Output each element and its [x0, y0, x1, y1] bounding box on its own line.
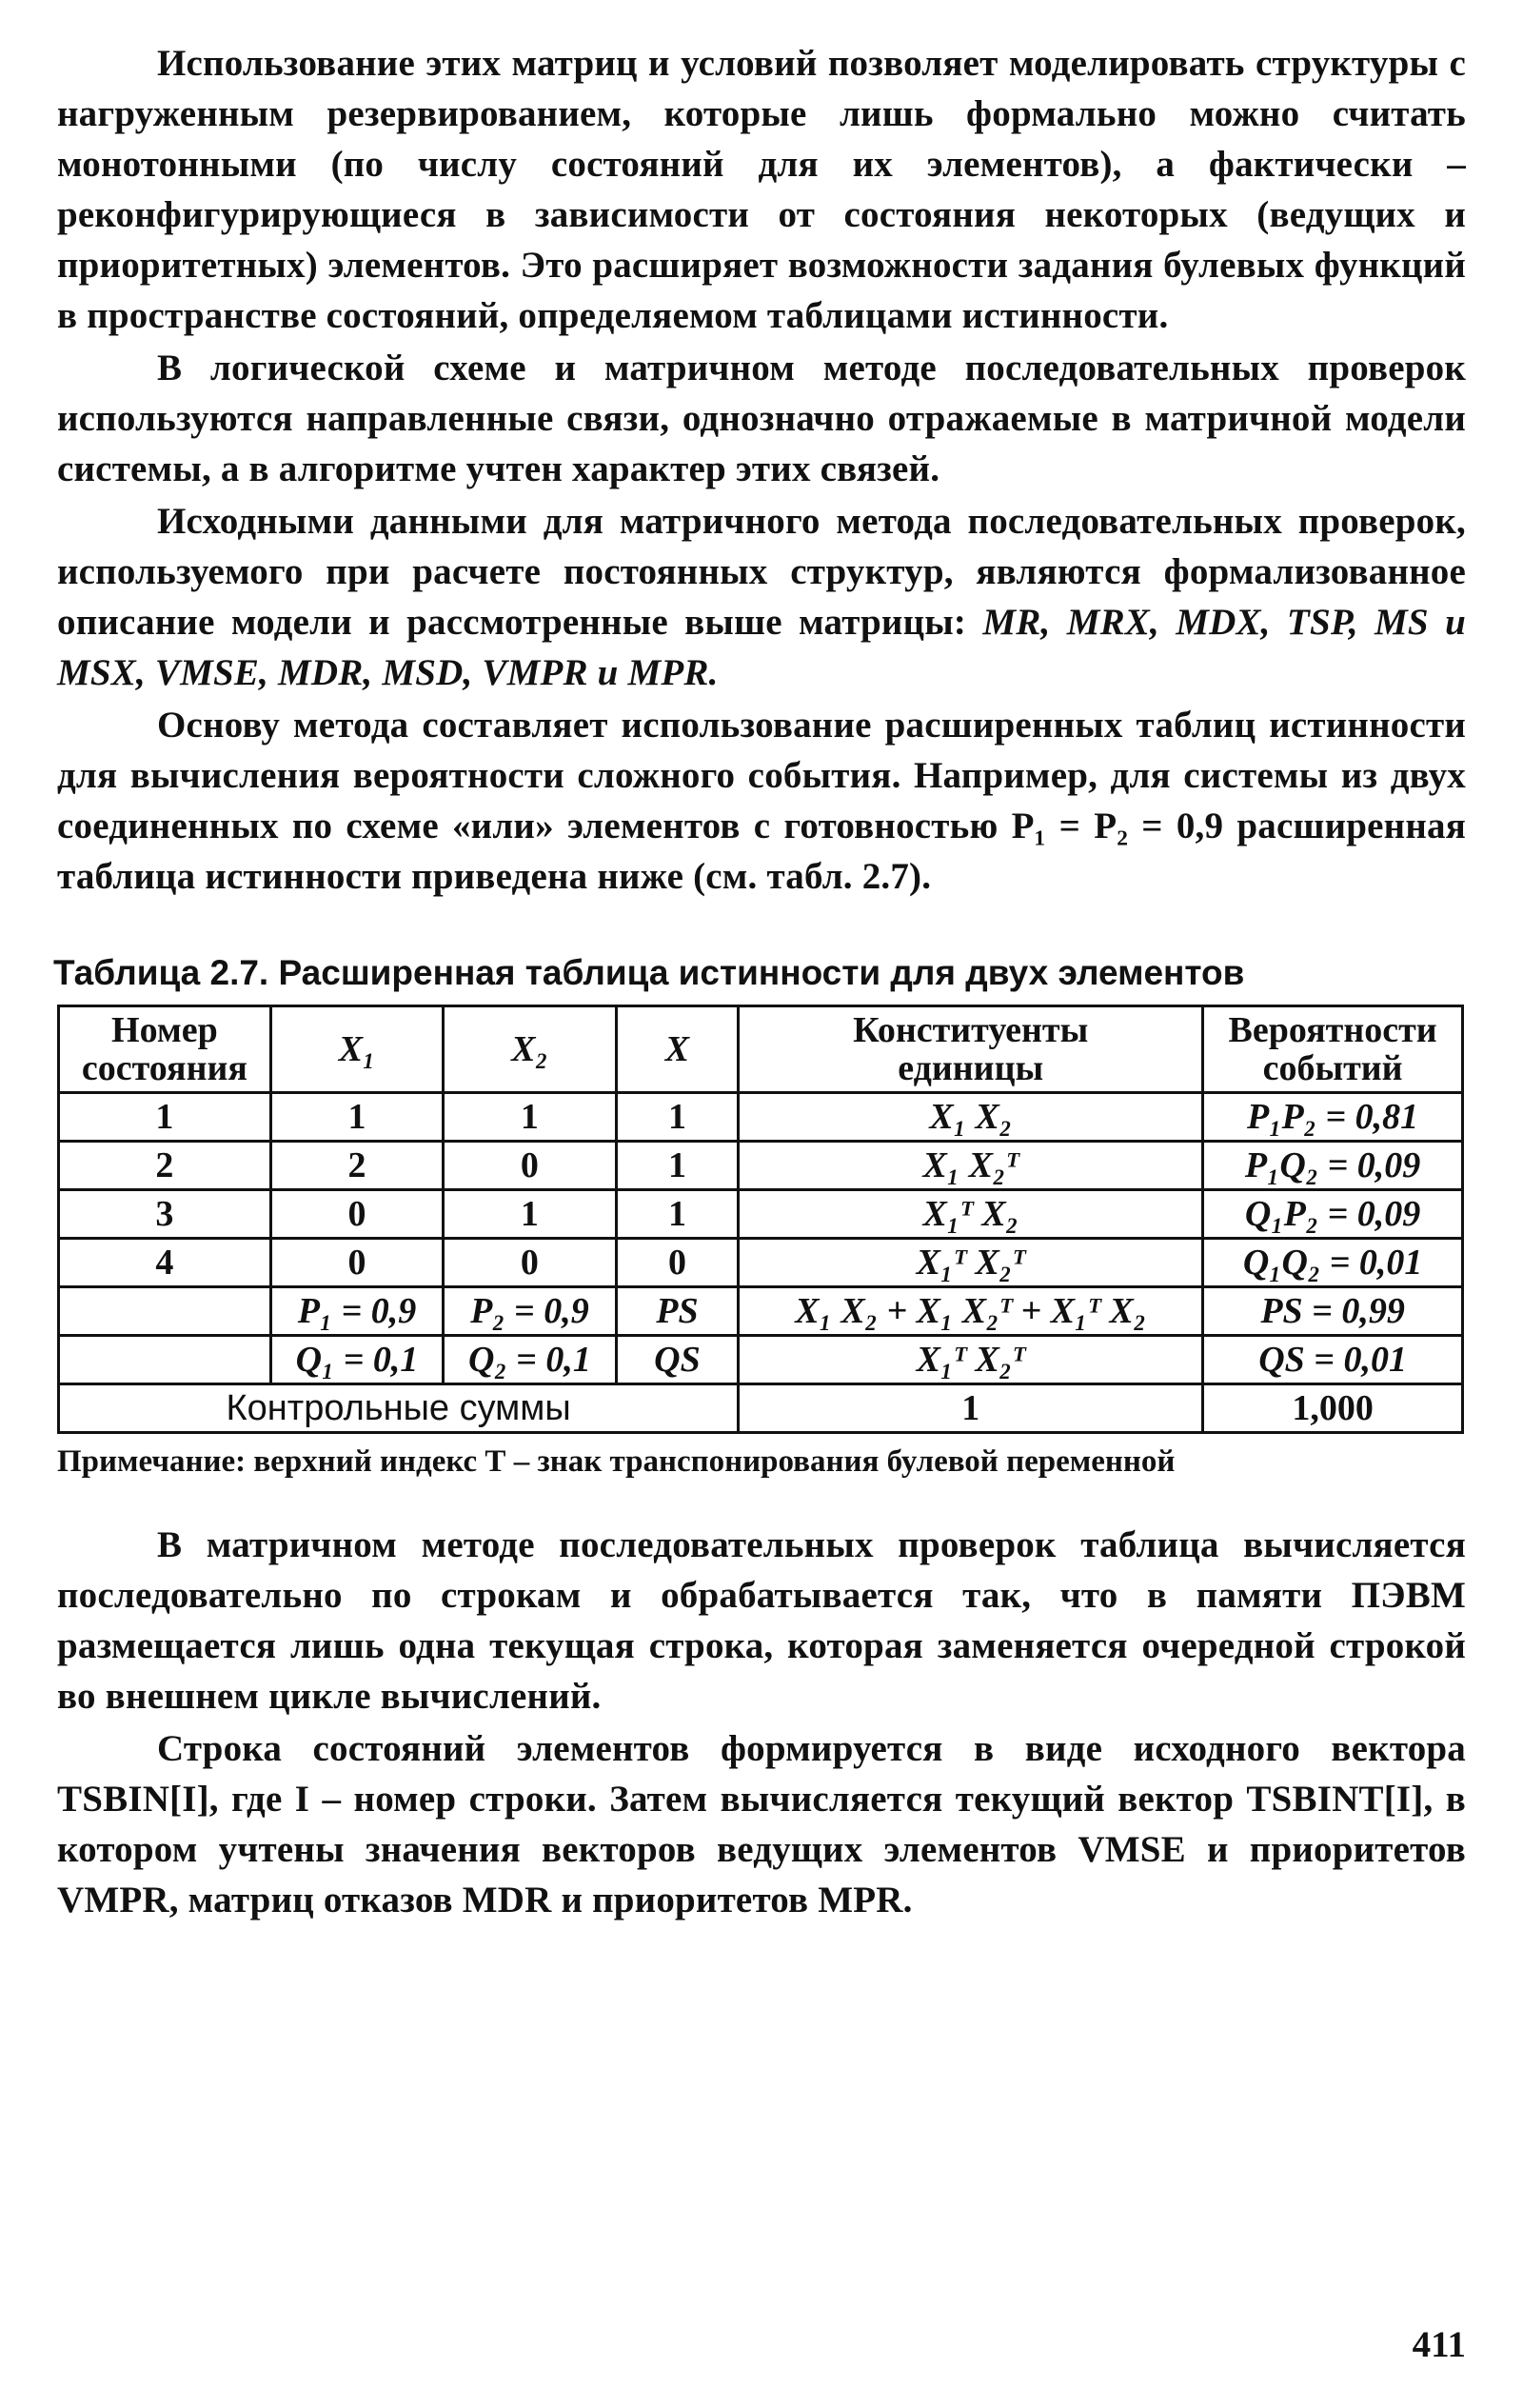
cell-probability: P₁Q₂ = 0,09 [1203, 1142, 1463, 1190]
cell-x2: 1 [444, 1190, 616, 1239]
cell-state [59, 1287, 271, 1336]
cell-x1: Q₁ = 0,1 [270, 1336, 443, 1384]
cell-x2: 0 [444, 1142, 616, 1190]
table-row [59, 1190, 1463, 1239]
cell-x2: 1 [444, 1093, 616, 1142]
page-content [53, 38, 1466, 1925]
cell-x1: 0 [270, 1239, 443, 1287]
cell-state: 1 [59, 1093, 271, 1142]
paragraph-6: Строка состояний элементов формируется в виде исходного вектора TSBIN[I], где I – номер строки. Затем вычисляется текущий вектор TSBINT[I], в котором учтены значения векторов ведущих элементов VMSE и приоритетов VMPR, матриц отказов MDR и приоритетов MPR. [57, 1728, 1466, 1920]
paragraph-3-text: Исходными данными для матричного метода последовательных проверок, используемого при расчете постоянных структур, являются формализованное описание модели и рассмотренные выше матрицы: [57, 501, 1466, 643]
cell-probability: QS = 0,01 [1203, 1336, 1463, 1384]
cell-x1: 0 [270, 1190, 443, 1239]
cell-state: 2 [59, 1142, 271, 1190]
table-header-row [59, 1006, 1463, 1093]
paragraph-4: Основу метода составляет использование расширенных таблиц истинности для вычисления вероятности сложного события. Например, для системы из двух соединенных по схеме «или» элементов с готовностью P₁ = P₂ = 0,9 расширенная таблица истинности приведена ниже (см. табл. 2.7). [57, 705, 1466, 897]
cell-x: 0 [616, 1239, 739, 1287]
header-state: Номер состояния [59, 1006, 271, 1093]
cell-probability: Q₁Q₂ = 0,01 [1203, 1239, 1463, 1287]
table-caption: Таблица 2.7. Расширенная таблица истинности для двух элементов [53, 953, 1245, 992]
header-constituents: Конституенты единицы [739, 1006, 1203, 1093]
page-number: 411 [1412, 2324, 1466, 2365]
cell-x2: 0 [444, 1239, 616, 1287]
cell-x: 1 [616, 1093, 739, 1142]
cell-constituent: X₁ X₂ + X₁ X₂ᵀ + X₁ᵀ X₂ [739, 1287, 1203, 1336]
table-row [59, 1239, 1463, 1287]
cell-x2: Q₂ = 0,1 [444, 1336, 616, 1384]
table-row [59, 1287, 1463, 1336]
cell-x: QS [616, 1336, 739, 1384]
cell-probability: Q₁P₂ = 0,09 [1203, 1190, 1463, 1239]
cell-probability: PS = 0,99 [1203, 1287, 1463, 1336]
cell-state [59, 1336, 271, 1384]
cell-constituent: X₁ X₂ᵀ [739, 1142, 1203, 1190]
table-row [59, 1093, 1463, 1142]
control-sum-probabilities: 1,000 [1203, 1384, 1463, 1433]
table-row [59, 1142, 1463, 1190]
cell-x: 1 [616, 1190, 739, 1239]
header-x2: X₂ [444, 1006, 616, 1093]
cell-state: 4 [59, 1239, 271, 1287]
cell-x: 1 [616, 1142, 739, 1190]
paragraph-3 [57, 496, 1466, 698]
cell-constituent: X₁ X₂ [739, 1093, 1203, 1142]
cell-x1: 2 [270, 1142, 443, 1190]
cell-probability: P₁P₂ = 0,81 [1203, 1093, 1463, 1142]
table-control-row [59, 1384, 1463, 1433]
header-x: X [616, 1006, 739, 1093]
paragraph-2: В логической схеме и матричном методе последовательных проверок используются направленные связи, однозначно отражаемые в матричной модели системы, а в алгоритме учтен характер этих связей. [57, 348, 1466, 489]
paragraph-5: В матричном методе последовательных проверок таблица вычисляется последовательно по строкам и обрабатывается так, что в памяти ПЭВМ размещается лишь одна текущая строка, которая заменяется очередной строкой во внешнем цикле вычислений. [57, 1524, 1466, 1717]
table-note: Примечание: верхний индекс Т – знак транспонирования булевой переменной [57, 1444, 1176, 1479]
bottom-text [57, 1520, 1466, 1925]
table-row [59, 1336, 1463, 1384]
control-sum-constituents: 1 [739, 1384, 1203, 1433]
cell-constituent: X₁ᵀ X₂ᵀ [739, 1239, 1203, 1287]
cell-state: 3 [59, 1190, 271, 1239]
matrices-list: MR, MRX, MDX, TSP, MS и MSX, VMSE, MDR, MSD, VMPR и MPR. [57, 602, 1466, 693]
cell-x1: P₁ = 0,9 [270, 1287, 443, 1336]
cell-constituent: X₁ᵀ X₂ᵀ [739, 1336, 1203, 1384]
cell-x1: 1 [270, 1093, 443, 1142]
cell-x2: P₂ = 0,9 [444, 1287, 616, 1336]
cell-constituent: X₁ᵀ X₂ [739, 1190, 1203, 1239]
paragraph-1: Использование этих матриц и условий позволяет моделировать структуры с нагруженным резервированием, которые лишь формально можно считать монотонными (по числу состояний для их элементов), а фактически – реконфигурирующиеся в зависимости от состояния некоторых (ведущих и приоритетных) элементов. Это расширяет возможности задания булевых функций в пространстве состояний, определяемом таблицами истинности. [57, 43, 1466, 336]
control-sums-label: Контрольные суммы [59, 1384, 739, 1433]
header-probabilities: Вероятности событий [1203, 1006, 1463, 1093]
header-x1: X₁ [270, 1006, 443, 1093]
cell-x: PS [616, 1287, 739, 1336]
truth-table [57, 1005, 1464, 1434]
